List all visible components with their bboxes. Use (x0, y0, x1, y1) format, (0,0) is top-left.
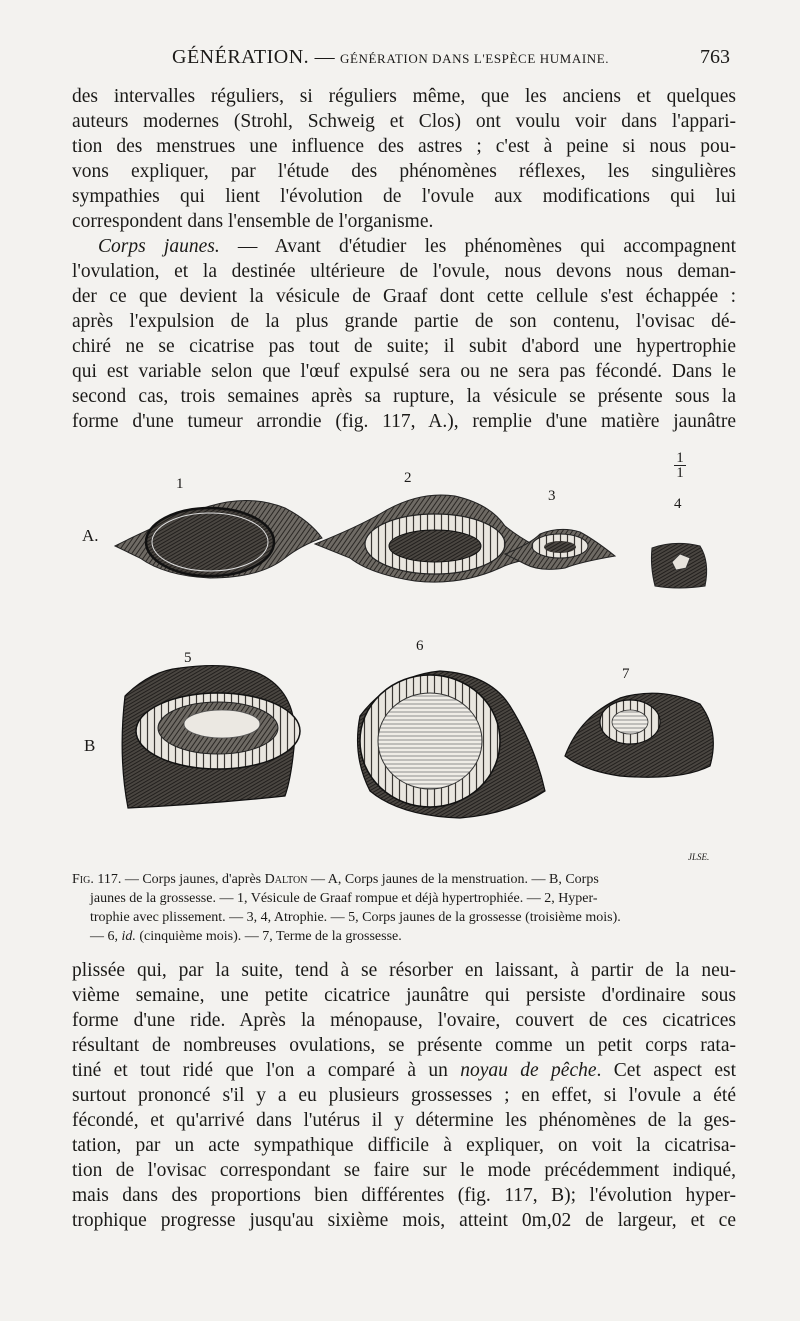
text-line: mais dans des proportions bien différentes (fig. 117, B); l'évolution hyper- (72, 1185, 736, 1206)
caption-line: trophie avec plissement. — 3, 4, Atrophie. — 5, Corps jaunes de la grossesse (troisième mois). (90, 910, 621, 925)
text-line: l'ovulation, et la destinée ultérieure de l'ovule, nous devons nous deman- (72, 261, 736, 282)
text-span: tiné et tout ridé que l'on a comparé à un (72, 1060, 461, 1081)
text-line: résultant de nombreuses ovulations, se présente comme un petit corps rata- (72, 1035, 736, 1056)
figure-label-6: 6 (416, 638, 424, 654)
caption-span: — 6, (90, 929, 122, 944)
figure-label-a: A. (82, 526, 99, 545)
caption-author: Dalton (264, 872, 308, 887)
fig-a1-vesicle (115, 500, 322, 578)
figure-label-5: 5 (184, 650, 192, 666)
figure-label-1: 1 (176, 476, 184, 492)
text-line: der ce que devient la vésicule de Graaf dont cette cellule s'est échappée : (72, 286, 736, 307)
caption-span: — Corps jaunes, d'après (121, 872, 265, 887)
fig-a3-atrophy (505, 529, 615, 569)
text-line (72, 1058, 736, 1083)
body-text-top (72, 84, 736, 434)
text-line: sympathies qui lient l'évolution de l'ovule aux modifications qui lui (72, 186, 736, 207)
text-span: . Cet aspect est (596, 1060, 736, 1081)
fig-b7-term (565, 693, 713, 777)
text-line: fécondé, et qu'arrivé dans l'utérus il y détermine les phénomènes de la ges- (72, 1110, 736, 1131)
figure-label-b: B (84, 736, 96, 755)
figure-label-7: 7 (622, 666, 630, 682)
header-subtitle: GÉNÉRATION DANS L'ESPÈCE HUMAINE. (340, 51, 610, 66)
text-line: vons expliquer, par l'étude des phénomènes réflexes, les singulières (72, 161, 736, 182)
engraving-illustration (60, 446, 750, 866)
figure-117 (60, 446, 750, 866)
text-line: vième semaine, une petite cicatrice jaunâtre qui persiste d'ordinaire sous (72, 985, 736, 1006)
text-line: tation, par un acte sympathique difficile à expliquer, on voit la cicatrisa- (72, 1135, 736, 1156)
scale-numerator: 1 (674, 451, 686, 466)
text-line: surtout prononcé s'il y a eu plusieurs grossesses ; en effet, si l'ovule a été (72, 1085, 736, 1106)
caption-line: jaunes de la grossesse. — 1, Vésicule de Graaf rompue et déjà hypertrophiée. — 2, Hyper- (90, 891, 598, 906)
scale-denominator: 1 (676, 465, 684, 481)
text-line: forme d'une ride. Après la ménopause, l'ovaire, couvert de ces cicatrices (72, 1010, 736, 1031)
section-lead: Corps jaunes. (98, 236, 220, 257)
caption-line (72, 870, 736, 889)
text-span: — Avant d'étudier les phénomènes qui accompagnent (219, 236, 736, 257)
caption-italic: id. (121, 929, 136, 944)
figure-label-2: 2 (404, 470, 412, 486)
figure-label-3: 3 (548, 488, 556, 504)
text-line: chiré ne se cicatrise pas tout de suite; il subit d'abord une hypertrophie (72, 336, 736, 357)
scale-fraction (674, 451, 686, 480)
text-line: second cas, trois semaines après sa rupture, la vésicule se présente sous la (72, 386, 736, 407)
text-line: après l'expulsion de la plus grande partie de son contenu, l'ovisac dé- (72, 311, 736, 332)
text-line: tion des menstrues une influence des astres ; c'est à peine si nous pou- (72, 136, 736, 157)
text-line: trophique progresse jusqu'au sixième mois, atteint 0m,02 de largeur, et ce (72, 1210, 736, 1231)
text-line: forme d'une tumeur arrondie (fig. 117, A.), remplie d'une matière jaunâtre (72, 411, 736, 432)
figure-label-4: 4 (674, 496, 682, 512)
figure-caption (72, 870, 736, 946)
fig-a2-folded (315, 495, 560, 582)
engraver-signature: JLSE. (688, 852, 710, 862)
header-title: GÉNÉRATION. — (172, 46, 336, 68)
body-text-bottom (72, 958, 736, 1233)
text-italic: noyau de pêche (460, 1060, 597, 1081)
fig-a4-atrophy (651, 543, 706, 588)
text-line: qui est variable selon que l'œuf expulsé sera ou ne sera pas fécondé. Dans le (72, 361, 736, 382)
fig-b5-third-month (122, 666, 300, 808)
text-line: auteurs modernes (Strohl, Schweig et Clos) ont voulu voir dans l'appari- (72, 111, 736, 132)
text-line: tion de l'ovisac correspondant se faire sur le mode précédemment indiqué, (72, 1160, 736, 1181)
caption-fig-label: Fig. 117. (72, 872, 122, 887)
running-header (0, 46, 800, 76)
fig-b6-fifth-month (358, 671, 545, 818)
caption-span: (cinquième mois). — 7, Terme de la grossesse. (135, 929, 402, 944)
text-line: des intervalles réguliers, si réguliers même, que les anciens et quelques (72, 86, 736, 107)
text-line (72, 234, 736, 259)
caption-line (72, 927, 736, 946)
text-line: correspondent dans l'ensemble de l'organisme. (72, 211, 434, 232)
page-number: 763 (700, 46, 730, 68)
caption-span: — A, Corps jaunes de la menstruation. — B, Corps (307, 872, 599, 887)
text-line: plissée qui, par la suite, tend à se résorber en laissant, à partir de la neu- (72, 960, 736, 981)
